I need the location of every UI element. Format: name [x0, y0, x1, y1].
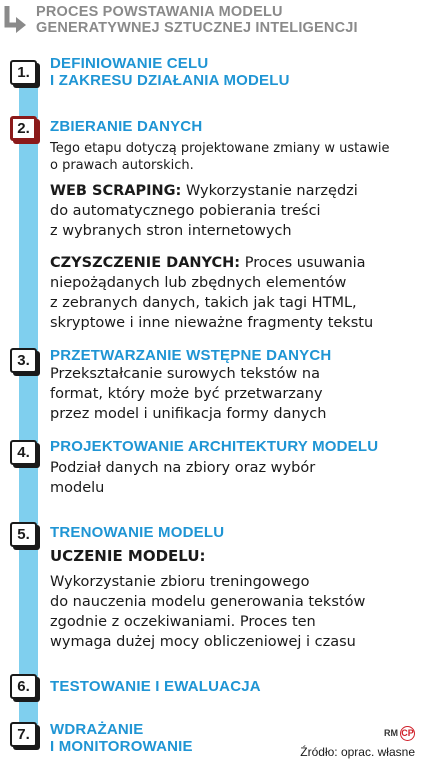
cp-logo-icon: CP — [400, 726, 415, 741]
step-5-line-2: do nauczenia modelu generowania tekstów — [50, 594, 366, 610]
data-cleaning-line-3: z zebranych danych, takich jak tagi HTML, — [50, 295, 357, 311]
step-4-description — [50, 458, 315, 498]
step-2-note-line-1: Tego etapu dotyczą projektowane zmiany w ustawie — [50, 141, 390, 156]
web-scraping-line-2: do automatycznego pobierania treści — [50, 203, 321, 219]
step-2-title: ZBIERANIE DANYCH — [50, 118, 203, 135]
step-5-description — [50, 572, 365, 652]
data-cleaning-line-2: niepożądanych lub zbędnych elementów — [50, 275, 347, 291]
data-cleaning-block — [50, 253, 373, 333]
step-6-number: 6. — [10, 674, 37, 699]
step-5-title: TRENOWANIE MODELU — [50, 524, 225, 541]
step-3-line-1: Przekształcanie surowych tekstów na — [50, 366, 320, 382]
step-2-note — [50, 140, 389, 174]
step-7-title-line-1: WDRAŻANIE — [50, 721, 144, 738]
step-6-title: TESTOWANIE I EWALUACJA — [50, 678, 261, 695]
step-3-line-3: przez model i unifikacja formy danych — [50, 406, 327, 422]
step-2-number: 2. — [10, 116, 37, 141]
step-4-line-2: modelu — [50, 480, 105, 496]
footer — [300, 726, 415, 759]
web-scraping-block — [50, 181, 358, 241]
step-7-title-line-2: I MONITOROWANIE — [50, 738, 193, 755]
rm-initials: RM — [384, 728, 398, 738]
step-5-line-1: Wykorzystanie zbioru treningowego — [50, 574, 310, 590]
data-cleaning-label: CZYSZCZENIE DANYCH: — [50, 255, 241, 271]
step-1-title-line-2: I ZAKRESU DZIAŁANIA MODELU — [50, 72, 290, 89]
step-3-title: PRZETWARZANIE WSTĘPNE DANYCH — [50, 347, 332, 364]
step-4-line-1: Podział danych na zbiory oraz wybór — [50, 460, 316, 476]
web-scraping-line-1: Wykorzystanie narzędzi — [181, 183, 358, 199]
step-5-line-3: zgodnie z oczekiwaniami. Proces ten — [50, 614, 316, 630]
source-credit: Źródło: oprac. własne — [300, 745, 415, 759]
title-line-1: PROCES POWSTAWANIA MODELU — [36, 4, 283, 20]
step-3-line-2: format, który może być przetwarzany — [50, 386, 323, 402]
diagram-title — [36, 4, 358, 36]
data-cleaning-line-4: skryptowe i inne nieważne fragmenty tekstu — [50, 315, 374, 331]
timeline-rail — [19, 80, 38, 730]
step-1-number: 1. — [10, 60, 37, 85]
step-4-title: PROJEKTOWANIE ARCHITEKTURY MODELU — [50, 438, 379, 455]
header — [0, 0, 425, 40]
step-5-number: 5. — [10, 522, 37, 547]
step-2-note-line-2: o prawach autorskich. — [50, 158, 194, 173]
web-scraping-label: WEB SCRAPING: — [50, 183, 182, 199]
step-5-line-4: wymaga dużej mocy obliczeniowej i czasu — [50, 634, 356, 650]
step-7-number: 7. — [10, 722, 37, 747]
step-3-number: 3. — [10, 348, 37, 373]
data-cleaning-line-1: Proces usuwania — [240, 255, 366, 271]
model-learning-heading: UCZENIE MODELU: — [50, 547, 206, 565]
step-7-title — [50, 721, 193, 755]
step-4-number: 4. — [10, 440, 37, 465]
title-line-2: GENERATYWNEJ SZTUCZNEJ INTELIGENCJI — [36, 20, 358, 36]
publisher-logo — [300, 726, 415, 741]
step-1-title-line-1: DEFINIOWANIE CELU — [50, 55, 209, 72]
step-1-title — [50, 55, 290, 89]
corner-arrow-icon — [4, 3, 30, 33]
step-3-description — [50, 364, 326, 424]
web-scraping-line-3: z wybranych stron internetowych — [50, 223, 292, 239]
